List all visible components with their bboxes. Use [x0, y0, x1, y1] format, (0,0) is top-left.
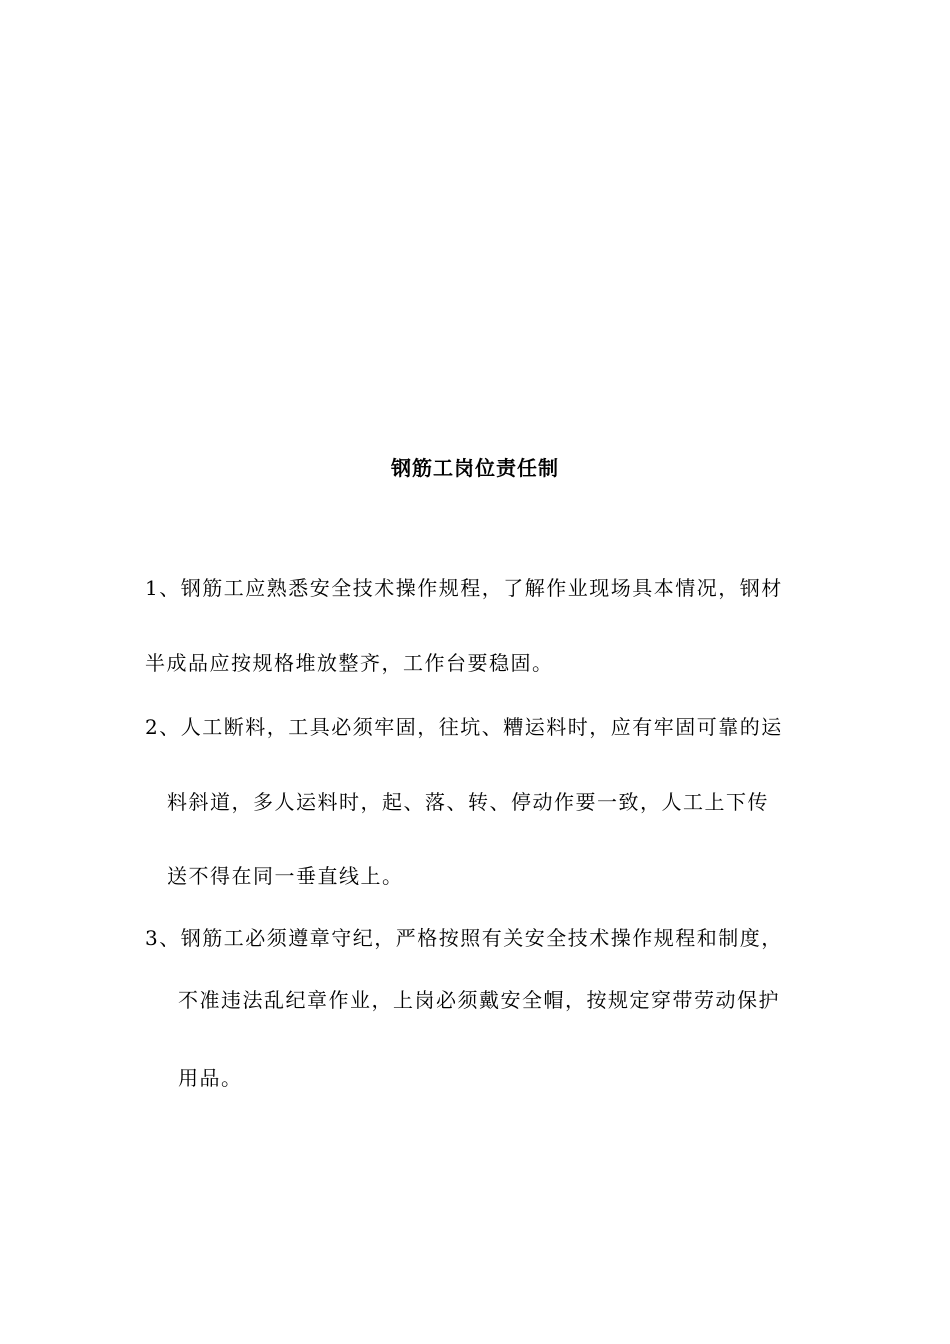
item-2-line-1: 2、人工断料，工具必须牢固，往坑、糟运料时，应有牢固可靠的运	[145, 715, 783, 739]
item-3-line-2: 不准违法乱纪章作业，上岗必须戴安全帽，按规定穿带劳动保护	[178, 988, 780, 1012]
item-1-line-1: 1、钢筋工应熟悉安全技术操作规程，了解作业现场具本情况，钢材	[145, 576, 783, 600]
item-3-line-3: 用品。	[178, 1066, 243, 1090]
item-2-line-2: 料斜道，多人运料时，起、落、转、停动作要一致，人工上下传	[167, 790, 769, 814]
item-2-line-3: 送不得在同一垂直线上。	[167, 864, 404, 888]
item-1-line-2: 半成品应按规格堆放整齐，工作台要稳固。	[145, 651, 554, 675]
document-title: 钢筋工岗位责任制	[391, 456, 559, 480]
item-3-line-1: 3、钢筋工必须遵章守纪，严格按照有关安全技术操作规程和制度，	[145, 926, 783, 950]
